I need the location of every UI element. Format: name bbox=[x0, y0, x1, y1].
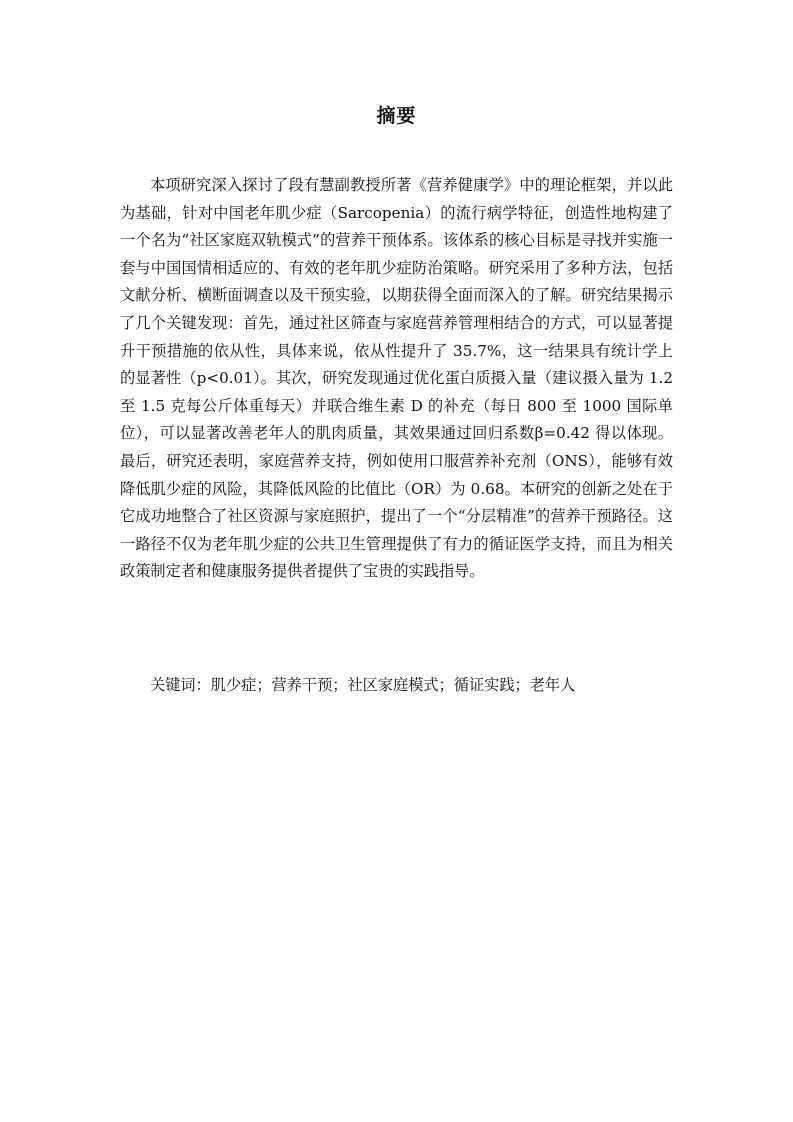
keywords-line: 关键词：肌少症；营养干预；社区家庭模式；循证实践；老年人 bbox=[150, 676, 576, 694]
abstract-title: 摘要 bbox=[376, 105, 417, 127]
abstract-body: 本项研究深入探讨了段有慧副教授所著《营养健康学》中的理论框架，并以此为基础，针对中国老年肌少症（Sarcopenia）的流行病学特征，创造性地构建了一个名为“社区家庭双轨模式”的营养干预体系。该体系的核心目标是寻找并实施一套与中国国情相适应的、有效的老年肌少症防治策略。研究采用了多种方法，包括文献分析、横断面调查以及干预实验，以期获得全面而深入的了解。研究结果揭示了几个关键发现：首先，通过社区筛查与家庭营养管理相结合的方式，可以显著提升干预措施的依从性，具体来说，依从性提升了 35.7%，这一结果具有统计学上的显著性（p<0.01）。其次，研究发现通过优化蛋白质摄入量（建议摄入量为 1.2 至 1.5 克每公斤体重每天）并联合维生素 D 的补充（每日 800 至 1000 国际单位），可以显著改善老年人的肌肉质量，其效果通过回归系数β=0.42 得以体现。最后，研究还表明，家庭营养支持，例如使用口服营养补充剂（ONS），能够有效降低肌少症的风险，其降低风险的比值比（OR）为 0.68。本研究的创新之处在于它成功地整合了社区资源与家庭照护，提出了一个“分层精准”的营养干预路径。这一路径不仅为老年肌少症的公共卫生管理提供了有力的循证医学支持，而且为相关政策制定者和健康服务提供者提供了宝贵的实践指导。 bbox=[120, 176, 673, 581]
